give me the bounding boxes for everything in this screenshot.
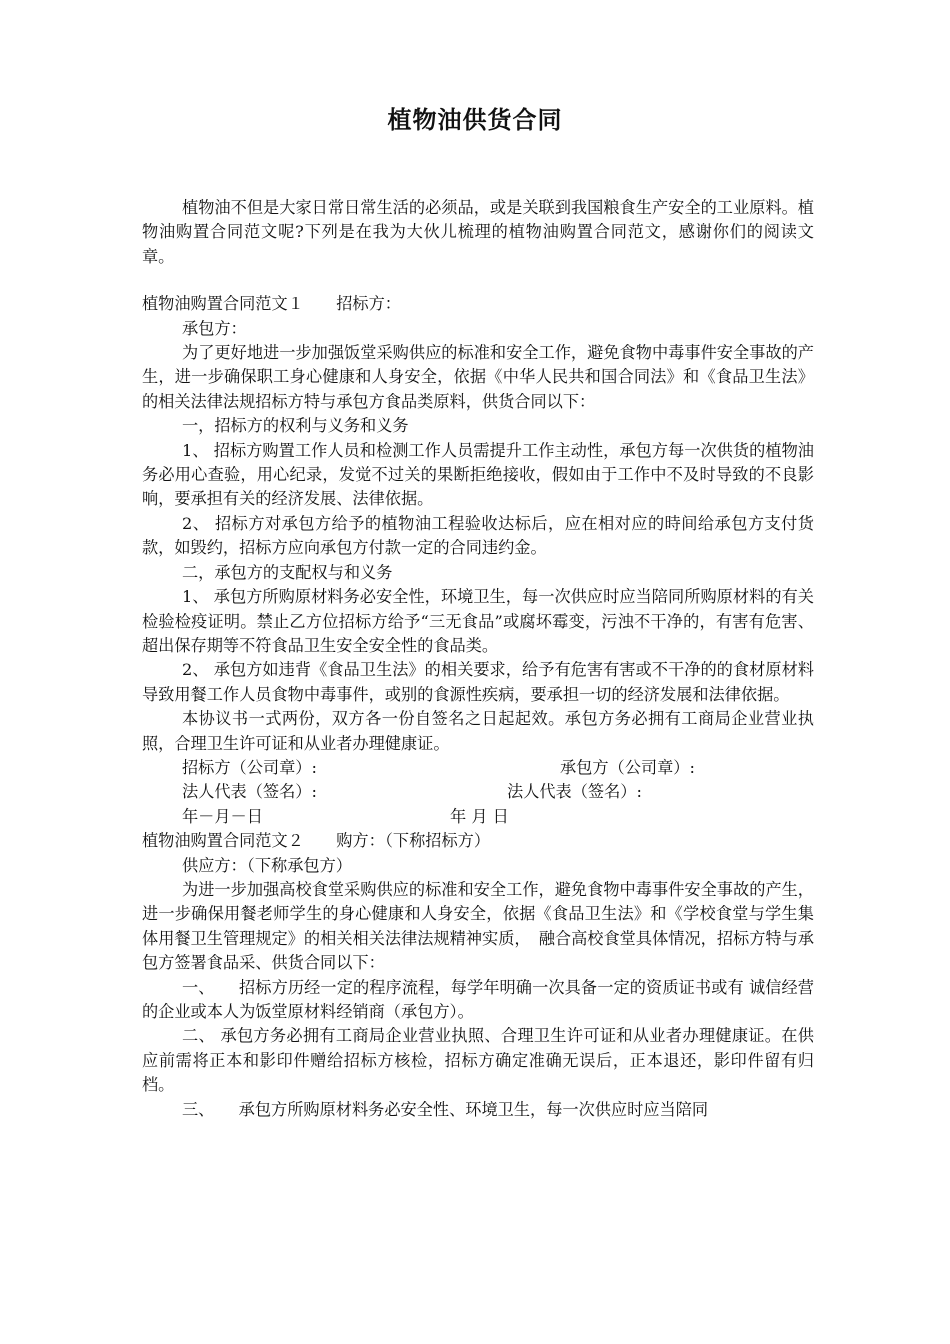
sample2-preamble: 为进一步加强高校食堂采购供应的标准和安全工作，避免食物中毒事件安全事故的产生，进一步确保用餐老师学生的身心健康和人身安全，依据《食品卫生法》和《学校食堂与学生集体用餐卫生管理规定》的相关相关法律法规精神实质， 融合高校食堂具体情况，招标方特与承包方签署食品采、供货合同以下：	[142, 879, 814, 973]
document-body	[142, 196, 814, 1122]
sample1-section1-title: 一，招标方的权利与义务和义务	[182, 416, 409, 436]
party-a-date: 年－月－日	[182, 806, 263, 826]
document-title: 植物油供货合同	[387, 106, 563, 134]
sample1-section1-item1: 1、 招标方购置工作人员和检测工作人员需提升工作主动性，承包方每一次供货的植物油务必用心查验，用心纪录，发觉不过关的果断拒绝接收，假如由于工作中不及时导致的不良影响，要承担有关的经济发展、法律依据。	[142, 440, 814, 509]
sample2-item2: 二、 承包方务必拥有工商局企业营业执照、合理卫生许可证和从业者办理健康证。在供应前需将正本和影印件赠给招标方核检，招标方确定准确无误后，正本退还，影印件留有归档。	[142, 1026, 814, 1095]
party-b-date: 年 月 日	[450, 806, 509, 826]
party-a-representative: 法人代表（签名）:	[182, 782, 317, 802]
party-b-representative: 法人代表（签名）:	[507, 782, 642, 802]
sample2-supplier: 供应方：（下称承包方）	[182, 855, 352, 875]
sample2-item3: 三、 承包方所购原材料务必安全性、环境卫生，每一次供应时应当陪同	[182, 1099, 709, 1119]
sample1-section1-item2: 2、 招标方对承包方给予的植物油工程验收达标后，应在相对应的時间给承包方支付货款，如毁约，招标方应向承包方付款一定的合同违约金。	[142, 513, 814, 558]
sample1-heading: 植物油购置合同范文１ 招标方：	[142, 294, 401, 314]
sample1-contractor: 承包方：	[182, 318, 247, 338]
intro-paragraph: 植物油不但是大家日常日常生活的必须品，或是关联到我国粮食生产安全的工业原料。植物油购置合同范文呢?下列是在我为大伙儿梳理的植物油购置合同范文，感谢你们的阅读文章。	[142, 198, 814, 266]
sample2-heading: 植物油购置合同范文２ 购方：（下称招标方）	[142, 831, 491, 851]
sample1-validity: 本协议书一式两份，双方各一份自签名之日起起效。承包方务必拥有工商局企业营业执照，合理卫生许可证和从业者办理健康证。	[142, 709, 814, 753]
sample1-section2-title: 二，承包方的支配权与和义务	[182, 562, 393, 582]
seal-line	[142, 756, 814, 780]
sample1-section2-item1: 1、 承包方所购原材料务必安全性，环境卫生，每一次供应时应当陪同所购原材料的有关检验检疫证明。禁止乙方位招标方给予“三无食品”或腐坏霉变，污浊不干净的，有害有危害、超出保存期等不符食品卫生安全安全性的食品类。	[142, 587, 814, 655]
date-line	[142, 805, 814, 829]
sample2-item1: 一、 招标方历经一定的程序流程，每学年明确一次具备一定的资质证书或有 诚信经营的企业或本人为饭堂原材料经销商（承包方）。	[142, 977, 814, 1021]
sample1-preamble: 为了更好地进一步加强饭堂采购供应的标准和安全工作，避免食物中毒事件安全事故的产生，进一步确保职工身心健康和人身安全，依据《中华人民共和国合同法》和《食品卫生法》的相关法律法规招标方特与承包方食品类原料，供货合同以下：	[142, 343, 814, 411]
representative-line	[142, 780, 814, 804]
paragraph-gap	[142, 269, 814, 292]
party-b-seal: 承包方（公司章）:	[560, 757, 695, 777]
sample1-section2-item2: 2、 承包方如违背《食品卫生法》的相关要求，给予有危害有害或不干净的的食材原材料导致用餐工作人员食物中毒事件，或别的食源性疾病，要承担一切的经济发展和法律依据。	[142, 660, 814, 704]
party-a-seal: 招标方（公司章）:	[182, 757, 317, 777]
